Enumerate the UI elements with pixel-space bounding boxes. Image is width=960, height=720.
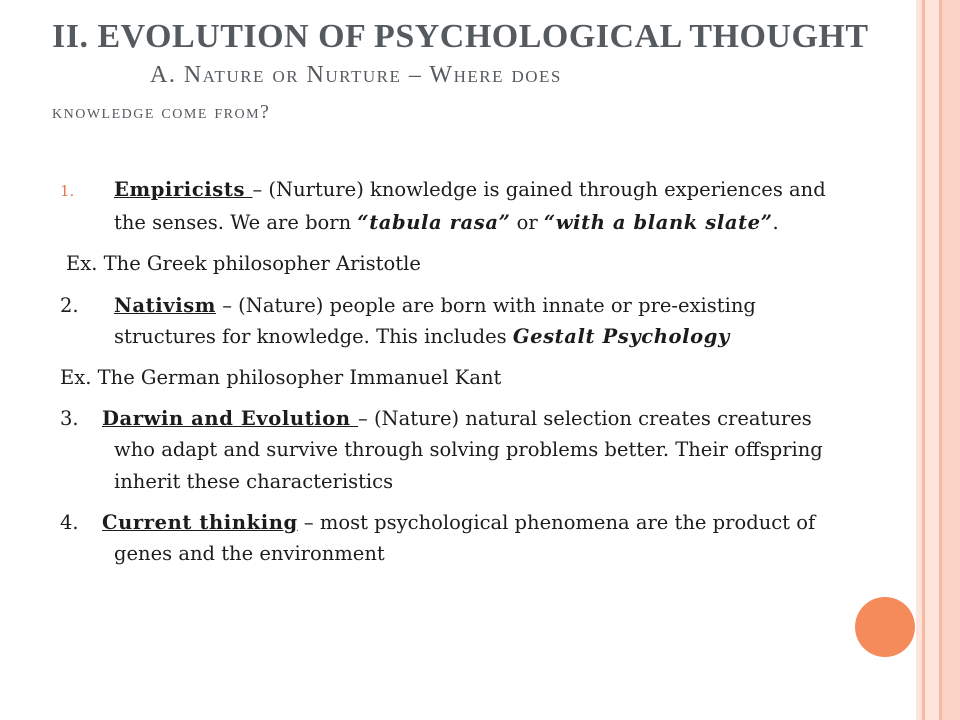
item-text: – most psychological phenomena are the product of genes and the environment: [114, 510, 816, 566]
list-item-darwin: [60, 403, 850, 497]
emphasis-blank-slate: “with a blank slate”: [543, 211, 773, 235]
subtitle-line-2: knowledge come from?: [52, 101, 271, 123]
item-text: – (Nurture) knowledge is gained through experiences and the senses. We are born: [114, 178, 826, 235]
list-item-nativism: [60, 290, 850, 352]
item-number: 1.: [60, 182, 75, 200]
emphasis-gestalt: Gestalt Psychology: [512, 324, 730, 348]
term-darwin: Darwin and Evolution: [102, 407, 358, 431]
term-empiricists: Empiricists: [114, 178, 253, 201]
decorative-stripes: [916, 0, 960, 720]
item-number: 4.: [60, 510, 79, 534]
list-item-empiricists: [60, 174, 850, 238]
item-text: .: [772, 211, 779, 235]
list-item-current-thinking: [60, 507, 850, 569]
stripe: [942, 0, 960, 720]
stripe: [925, 0, 939, 720]
emphasis-tabula-rasa: “tabula rasa”: [357, 211, 511, 235]
term-nativism: Nativism: [114, 293, 217, 317]
slide-title: [52, 18, 912, 129]
item-number: 2.: [60, 293, 79, 317]
example-aristotle: Ex. The Greek philosopher Aristotle: [66, 252, 421, 276]
subtitle-line-1: A. Nature or Nurture – Where does: [150, 62, 562, 88]
item-text: – (Nature) people are born with innate or pre-existing structures for knowledge. This includes: [114, 293, 756, 348]
accent-circle: [855, 597, 915, 657]
item-text: or: [510, 211, 544, 235]
slide-body: [60, 174, 850, 569]
term-current-thinking: Current thinking: [102, 510, 298, 534]
item-text: – (Nature) natural selection creates creatures who adapt and survive through solving problems better. Their offspring inherit these characteristics: [114, 407, 823, 493]
title-subtitle: [52, 55, 912, 129]
title-main: II. EVOLUTION OF PSYCHOLOGICAL THOUGHT: [52, 18, 869, 55]
item-number: 3.: [60, 407, 79, 431]
example-kant: Ex. The German philosopher Immanuel Kant: [60, 366, 502, 390]
